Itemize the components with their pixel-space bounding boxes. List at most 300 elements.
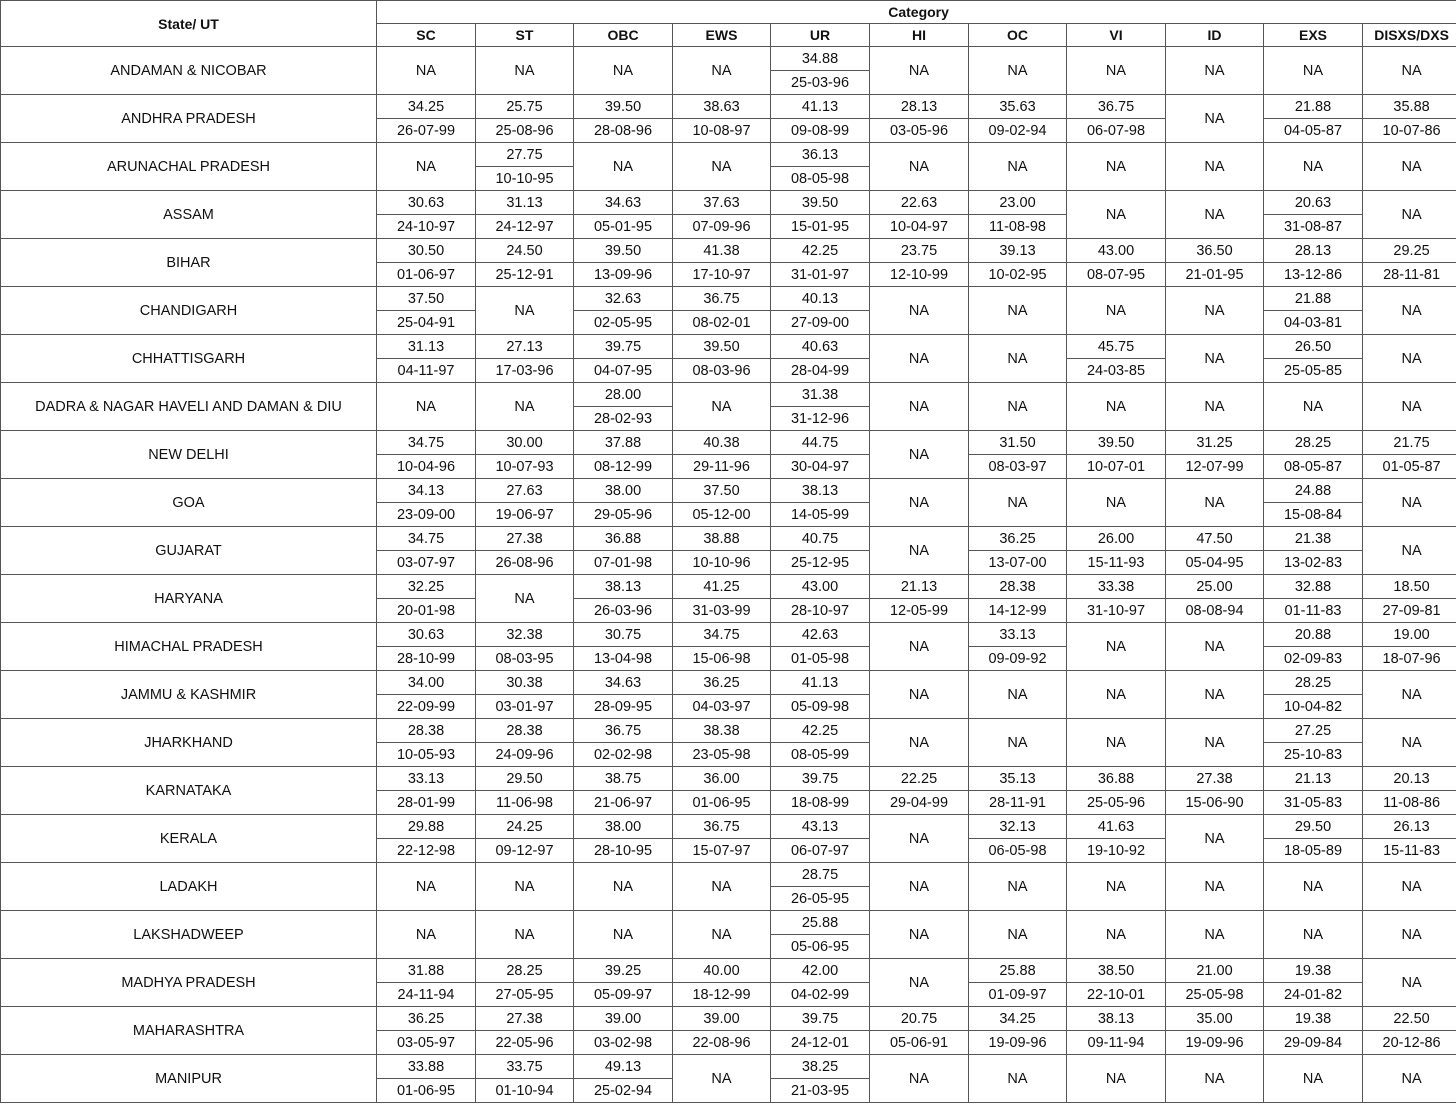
cutoff-value: 27.38 [476, 1007, 574, 1031]
cutoff-date: 09-09-92 [969, 647, 1067, 671]
cutoff-value: NA [1166, 191, 1264, 239]
table-row [1, 479, 1456, 503]
cutoff-value: 19.00 [1363, 623, 1456, 647]
cutoff-value: 27.13 [476, 335, 574, 359]
state-name: ANDAMAN & NICOBAR [1, 47, 377, 95]
cutoff-value: NA [1166, 479, 1264, 527]
cutoff-value: NA [1067, 47, 1166, 95]
cutoff-date: 04-03-81 [1264, 311, 1363, 335]
cutoff-value: 38.13 [771, 479, 870, 503]
cutoff-value: 25.75 [476, 95, 574, 119]
cutoff-value: NA [1363, 143, 1456, 191]
cutoff-value: NA [1067, 143, 1166, 191]
cutoff-date: 03-02-98 [574, 1031, 673, 1055]
cutoff-value: 41.13 [771, 95, 870, 119]
state-name: HARYANA [1, 575, 377, 623]
cutoff-value: NA [1067, 671, 1166, 719]
cutoff-date: 28-11-81 [1363, 263, 1456, 287]
cutoff-date: 06-07-97 [771, 839, 870, 863]
cutoff-value: 20.75 [870, 1007, 969, 1031]
table-row [1, 431, 1456, 455]
cutoff-value: 36.13 [771, 143, 870, 167]
column-header: SC [377, 24, 476, 47]
cutoff-value: 28.00 [574, 383, 673, 407]
cutoff-value: 33.88 [377, 1055, 476, 1079]
cutoff-value: 32.63 [574, 287, 673, 311]
cutoff-date: 09-02-94 [969, 119, 1067, 143]
cutoff-date: 18-12-99 [673, 983, 771, 1007]
cutoff-value: 41.13 [771, 671, 870, 695]
cutoff-date: 21-01-95 [1166, 263, 1264, 287]
cutoff-date: 21-06-97 [574, 791, 673, 815]
cutoff-value: 31.38 [771, 383, 870, 407]
cutoff-value: NA [870, 863, 969, 911]
cutoff-value: NA [870, 1055, 969, 1103]
cutoff-value: NA [1166, 143, 1264, 191]
cutoff-value: 37.63 [673, 191, 771, 215]
cutoff-date: 03-07-97 [377, 551, 476, 575]
cutoff-value: 44.75 [771, 431, 870, 455]
cutoff-value: NA [969, 287, 1067, 335]
cutoff-value: NA [1067, 191, 1166, 239]
cutoff-value: 36.25 [673, 671, 771, 695]
column-header: ID [1166, 24, 1264, 47]
cutoff-value: 32.88 [1264, 575, 1363, 599]
cutoff-value: 36.75 [574, 719, 673, 743]
cutoff-date: 10-08-97 [673, 119, 771, 143]
table-row [1, 959, 1456, 983]
cutoff-date: 10-04-82 [1264, 695, 1363, 719]
cutoff-value: 41.25 [673, 575, 771, 599]
cutoff-value: 30.75 [574, 623, 673, 647]
cutoff-value: NA [1166, 335, 1264, 383]
cutoff-value: 31.88 [377, 959, 476, 983]
cutoff-value: 34.25 [969, 1007, 1067, 1031]
cutoff-date: 24-10-97 [377, 215, 476, 239]
cutoff-value: NA [673, 1055, 771, 1103]
column-header: ST [476, 24, 574, 47]
table-row [1, 863, 1456, 887]
cutoff-value: 37.88 [574, 431, 673, 455]
cutoff-date: 01-06-97 [377, 263, 476, 287]
table-row [1, 239, 1456, 263]
cutoff-date: 28-08-96 [574, 119, 673, 143]
cutoff-date: 18-07-96 [1363, 647, 1456, 671]
cutoff-value: 42.63 [771, 623, 870, 647]
cutoff-value: 38.25 [771, 1055, 870, 1079]
table-body [1, 47, 1456, 1103]
cutoff-value: 34.75 [377, 431, 476, 455]
cutoff-date: 22-08-96 [673, 1031, 771, 1055]
cutoff-value: NA [870, 479, 969, 527]
cutoff-date: 29-11-96 [673, 455, 771, 479]
table-row [1, 1055, 1456, 1079]
cutoff-value: NA [1166, 719, 1264, 767]
cutoff-date: 08-03-97 [969, 455, 1067, 479]
cutoff-value: 41.38 [673, 239, 771, 263]
cutoff-date: 10-04-97 [870, 215, 969, 239]
cutoff-value: NA [969, 479, 1067, 527]
cutoff-value: 43.00 [1067, 239, 1166, 263]
cutoff-value: NA [476, 47, 574, 95]
cutoff-value: NA [870, 143, 969, 191]
cutoff-date: 25-04-91 [377, 311, 476, 335]
cutoff-date: 05-06-91 [870, 1031, 969, 1055]
cutoff-date: 25-03-96 [771, 71, 870, 95]
table-row [1, 287, 1456, 311]
cutoff-date: 03-05-97 [377, 1031, 476, 1055]
cutoff-date: 31-01-97 [771, 263, 870, 287]
cutoff-value: NA [476, 863, 574, 911]
cutoff-date: 29-04-99 [870, 791, 969, 815]
cutoff-date: 25-02-94 [574, 1079, 673, 1103]
cutoff-date: 31-03-99 [673, 599, 771, 623]
cutoff-date: 01-06-95 [377, 1079, 476, 1103]
cutoff-value: 28.38 [377, 719, 476, 743]
cutoff-date: 01-05-87 [1363, 455, 1456, 479]
cutoff-value: 39.25 [574, 959, 673, 983]
cutoff-date: 17-10-97 [673, 263, 771, 287]
cutoff-value: 32.38 [476, 623, 574, 647]
cutoff-value: NA [1363, 671, 1456, 719]
cutoff-value: 30.63 [377, 191, 476, 215]
cutoff-value: 36.75 [673, 287, 771, 311]
cutoff-value: NA [1166, 47, 1264, 95]
cutoff-value: NA [1363, 287, 1456, 335]
cutoff-value: 40.13 [771, 287, 870, 311]
cutoff-value: 39.50 [574, 239, 673, 263]
cutoff-value: 39.13 [969, 239, 1067, 263]
cutoff-date: 02-09-83 [1264, 647, 1363, 671]
cutoff-date: 10-10-95 [476, 167, 574, 191]
cutoff-value: NA [1363, 383, 1456, 431]
cutoff-date: 15-01-95 [771, 215, 870, 239]
cutoff-date: 24-03-85 [1067, 359, 1166, 383]
cutoff-value: 28.25 [1264, 431, 1363, 455]
cutoff-date: 15-06-98 [673, 647, 771, 671]
cutoff-value: NA [1264, 1055, 1363, 1103]
cutoff-value: NA [870, 911, 969, 959]
table-row [1, 911, 1456, 935]
table-row [1, 191, 1456, 215]
state-name: BIHAR [1, 239, 377, 287]
column-header: EWS [673, 24, 771, 47]
cutoff-date: 13-04-98 [574, 647, 673, 671]
cutoff-date: 14-05-99 [771, 503, 870, 527]
cutoff-date: 31-05-83 [1264, 791, 1363, 815]
cutoff-value: 34.63 [574, 671, 673, 695]
cutoff-value: 34.75 [377, 527, 476, 551]
cutoff-value: 21.88 [1264, 287, 1363, 311]
cutoff-value: NA [1363, 1055, 1456, 1103]
cutoff-date: 24-01-82 [1264, 983, 1363, 1007]
column-header: DISXS/DXS [1363, 24, 1456, 47]
cutoff-date: 25-05-96 [1067, 791, 1166, 815]
cutoff-value: 39.00 [673, 1007, 771, 1031]
cutoff-value: NA [1067, 287, 1166, 335]
cutoff-value: 26.50 [1264, 335, 1363, 359]
cutoff-value: 30.38 [476, 671, 574, 695]
column-header: OBC [574, 24, 673, 47]
cutoff-value: 20.63 [1264, 191, 1363, 215]
cutoff-value: NA [969, 143, 1067, 191]
cutoff-value: 31.25 [1166, 431, 1264, 455]
cutoff-date: 07-01-98 [574, 551, 673, 575]
cutoff-date: 05-09-97 [574, 983, 673, 1007]
cutoff-value: 36.88 [1067, 767, 1166, 791]
cutoff-value: 31.50 [969, 431, 1067, 455]
table-row [1, 335, 1456, 359]
cutoff-value: NA [1166, 383, 1264, 431]
cutoff-date: 04-11-97 [377, 359, 476, 383]
cutoff-date: 28-10-99 [377, 647, 476, 671]
cutoff-value: 21.13 [870, 575, 969, 599]
cutoff-value: NA [870, 671, 969, 719]
cutoff-date: 10-02-95 [969, 263, 1067, 287]
cutoff-value: 27.63 [476, 479, 574, 503]
cutoff-date: 22-10-01 [1067, 983, 1166, 1007]
cutoff-date: 08-07-95 [1067, 263, 1166, 287]
cutoff-value: 22.50 [1363, 1007, 1456, 1031]
cutoff-value: NA [1264, 47, 1363, 95]
cutoff-value: 24.25 [476, 815, 574, 839]
cutoff-value: NA [969, 47, 1067, 95]
cutoff-value: 23.00 [969, 191, 1067, 215]
cutoff-value: NA [673, 863, 771, 911]
cutoff-date: 09-08-99 [771, 119, 870, 143]
cutoff-value: NA [969, 911, 1067, 959]
cutoff-value: NA [1067, 1055, 1166, 1103]
cutoff-value: NA [1166, 1055, 1264, 1103]
cutoff-date: 05-04-95 [1166, 551, 1264, 575]
cutoff-date: 03-05-96 [870, 119, 969, 143]
cutoff-date: 08-03-96 [673, 359, 771, 383]
column-header: OC [969, 24, 1067, 47]
cutoff-value: 43.13 [771, 815, 870, 839]
state-name: KARNATAKA [1, 767, 377, 815]
cutoff-date: 01-09-97 [969, 983, 1067, 1007]
column-header: EXS [1264, 24, 1363, 47]
cutoff-value: NA [870, 287, 969, 335]
cutoff-date: 08-05-87 [1264, 455, 1363, 479]
state-name: NEW DELHI [1, 431, 377, 479]
cutoff-date: 22-09-99 [377, 695, 476, 719]
cutoff-value: 36.75 [673, 815, 771, 839]
state-name: HIMACHAL PRADESH [1, 623, 377, 671]
cutoff-value: NA [870, 431, 969, 479]
cutoff-value: 20.13 [1363, 767, 1456, 791]
cutoff-value: 29.50 [476, 767, 574, 791]
cutoff-value: 21.88 [1264, 95, 1363, 119]
cutoff-date: 09-11-94 [1067, 1031, 1166, 1055]
cutoff-value: 23.75 [870, 239, 969, 263]
cutoff-date: 15-08-84 [1264, 503, 1363, 527]
cutoff-value: 19.38 [1264, 959, 1363, 983]
cutoff-date: 01-10-94 [476, 1079, 574, 1103]
cutoff-value: 30.63 [377, 623, 476, 647]
cutoff-date: 24-09-96 [476, 743, 574, 767]
cutoff-date: 28-01-99 [377, 791, 476, 815]
cutoff-value: NA [574, 911, 673, 959]
cutoff-date: 07-09-96 [673, 215, 771, 239]
cutoff-value: 34.13 [377, 479, 476, 503]
cutoff-value: 38.00 [574, 479, 673, 503]
cutoff-date: 23-09-00 [377, 503, 476, 527]
cutoff-date: 26-05-95 [771, 887, 870, 911]
cutoff-value: 33.13 [377, 767, 476, 791]
state-name: CHANDIGARH [1, 287, 377, 335]
cutoff-value: 39.50 [673, 335, 771, 359]
cutoff-value: 28.38 [969, 575, 1067, 599]
cutoff-date: 23-05-98 [673, 743, 771, 767]
cutoff-value: 34.63 [574, 191, 673, 215]
cutoff-value: 22.63 [870, 191, 969, 215]
state-name: GOA [1, 479, 377, 527]
cutoff-value: 37.50 [673, 479, 771, 503]
cutoff-value: NA [969, 1055, 1067, 1103]
cutoff-value: 28.13 [1264, 239, 1363, 263]
cutoff-value: 29.50 [1264, 815, 1363, 839]
cutoff-value: 35.13 [969, 767, 1067, 791]
column-header: VI [1067, 24, 1166, 47]
cutoff-date: 09-12-97 [476, 839, 574, 863]
state-name: MANIPUR [1, 1055, 377, 1103]
category-header: Category [377, 1, 1456, 24]
cutoff-value: NA [1363, 191, 1456, 239]
cutoff-value: NA [870, 527, 969, 575]
cutoff-value: NA [870, 719, 969, 767]
state-name: DADRA & NAGAR HAVELI AND DAMAN & DIU [1, 383, 377, 431]
cutoff-date: 05-09-98 [771, 695, 870, 719]
cutoff-date: 04-07-95 [574, 359, 673, 383]
cutoff-value: 31.13 [377, 335, 476, 359]
column-header: HI [870, 24, 969, 47]
cutoff-value: 42.00 [771, 959, 870, 983]
cutoff-value: 18.50 [1363, 575, 1456, 599]
cutoff-value: NA [377, 911, 476, 959]
cutoff-value: 28.13 [870, 95, 969, 119]
cutoff-date: 01-06-95 [673, 791, 771, 815]
cutoff-value: 47.50 [1166, 527, 1264, 551]
cutoff-value: 20.88 [1264, 623, 1363, 647]
cutoff-value: 40.75 [771, 527, 870, 551]
cutoff-value: 28.25 [1264, 671, 1363, 695]
cutoff-date: 04-03-97 [673, 695, 771, 719]
cutoff-date: 29-05-96 [574, 503, 673, 527]
cutoff-value: 27.38 [1166, 767, 1264, 791]
cutoff-value: 38.00 [574, 815, 673, 839]
cutoff-value: 26.00 [1067, 527, 1166, 551]
cutoff-value: NA [1067, 911, 1166, 959]
cutoff-date: 11-06-98 [476, 791, 574, 815]
cutoff-value: 33.75 [476, 1055, 574, 1079]
cutoff-value: NA [1067, 623, 1166, 671]
cutoff-date: 03-01-97 [476, 695, 574, 719]
cutoff-value: 36.00 [673, 767, 771, 791]
cutoff-date: 28-09-95 [574, 695, 673, 719]
cutoff-date: 02-02-98 [574, 743, 673, 767]
table-row [1, 1007, 1456, 1031]
cutoff-value: 39.50 [574, 95, 673, 119]
column-header: UR [771, 24, 870, 47]
cutoff-value: 26.13 [1363, 815, 1456, 839]
cutoff-value: NA [870, 47, 969, 95]
cutoff-value: 28.75 [771, 863, 870, 887]
cutoff-date: 28-04-99 [771, 359, 870, 383]
cutoff-date: 31-12-96 [771, 407, 870, 431]
cutoff-date: 02-05-95 [574, 311, 673, 335]
cutoff-value: 27.75 [476, 143, 574, 167]
cutoff-value: NA [377, 47, 476, 95]
cutoff-value: NA [1363, 959, 1456, 1007]
state-name: ANDHRA PRADESH [1, 95, 377, 143]
state-name: JAMMU & KASHMIR [1, 671, 377, 719]
cutoff-date: 15-06-90 [1166, 791, 1264, 815]
state-name: LAKSHADWEEP [1, 911, 377, 959]
cutoff-value: 33.13 [969, 623, 1067, 647]
cutoff-date: 08-08-94 [1166, 599, 1264, 623]
cutoff-date: 30-04-97 [771, 455, 870, 479]
cutoff-value: NA [574, 143, 673, 191]
cutoff-value: 24.50 [476, 239, 574, 263]
cutoff-value: 38.50 [1067, 959, 1166, 983]
cutoff-value: NA [1166, 863, 1264, 911]
cutoff-date: 11-08-98 [969, 215, 1067, 239]
cutoff-value: NA [1166, 815, 1264, 863]
cutoff-value: 25.00 [1166, 575, 1264, 599]
cutoff-value: NA [870, 623, 969, 671]
cutoff-date: 25-05-98 [1166, 983, 1264, 1007]
cutoff-value: 40.00 [673, 959, 771, 983]
cutoff-value: NA [969, 335, 1067, 383]
cutoff-value: 38.63 [673, 95, 771, 119]
cutoff-value: 24.88 [1264, 479, 1363, 503]
cutoff-value: 36.25 [377, 1007, 476, 1031]
cutoff-value: NA [870, 335, 969, 383]
cutoff-value: 35.88 [1363, 95, 1456, 119]
cutoff-date: 31-08-87 [1264, 215, 1363, 239]
cutoff-date: 13-07-00 [969, 551, 1067, 575]
cutoff-date: 17-03-96 [476, 359, 574, 383]
cutoff-value: 28.25 [476, 959, 574, 983]
cutoff-value: 34.88 [771, 47, 870, 71]
cutoff-value: NA [673, 911, 771, 959]
cutoff-date: 05-01-95 [574, 215, 673, 239]
state-name: GUJARAT [1, 527, 377, 575]
cutoff-date: 08-05-99 [771, 743, 870, 767]
cutoff-value: 38.13 [1067, 1007, 1166, 1031]
cutoff-date: 11-08-86 [1363, 791, 1456, 815]
cutoff-value: 39.00 [574, 1007, 673, 1031]
cutoff-value: 40.63 [771, 335, 870, 359]
cutoff-value: 29.25 [1363, 239, 1456, 263]
cutoff-date: 28-11-91 [969, 791, 1067, 815]
cutoff-date: 15-07-97 [673, 839, 771, 863]
cutoff-date: 24-12-01 [771, 1031, 870, 1055]
table-row [1, 47, 1456, 71]
cutoff-date: 15-11-83 [1363, 839, 1456, 863]
cutoff-value: 21.00 [1166, 959, 1264, 983]
cutoff-date: 08-03-95 [476, 647, 574, 671]
state-name: ARUNACHAL PRADESH [1, 143, 377, 191]
cutoff-value: 28.38 [476, 719, 574, 743]
cutoff-date: 19-09-96 [1166, 1031, 1264, 1055]
cutoff-date: 06-05-98 [969, 839, 1067, 863]
cutoff-value: NA [673, 47, 771, 95]
cutoff-date: 20-01-98 [377, 599, 476, 623]
cutoff-value: 38.88 [673, 527, 771, 551]
table-row [1, 575, 1456, 599]
